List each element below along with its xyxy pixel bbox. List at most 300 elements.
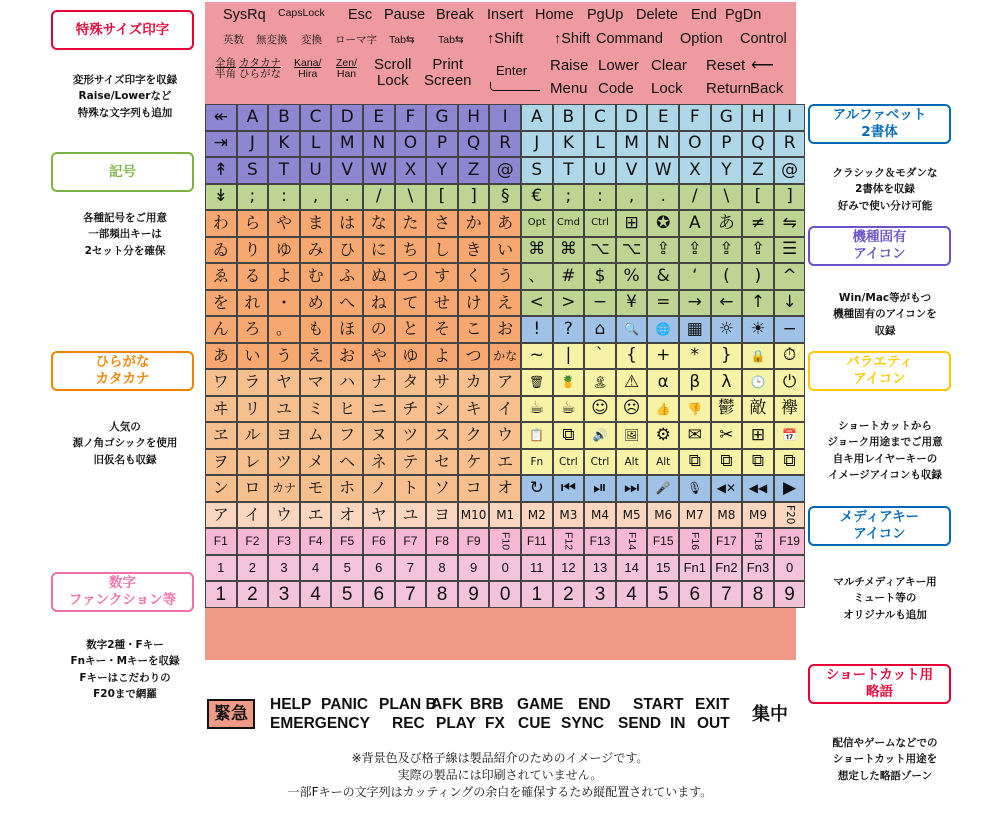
key-r3-c7: [ — [426, 184, 458, 211]
key-r18-c18: 9 — [774, 581, 806, 608]
key-r15-c18: F20 — [774, 502, 806, 529]
key-r7-c15: → — [679, 290, 711, 317]
key-r2-c12: U — [584, 157, 616, 184]
abbr-top-0: HELP — [270, 696, 312, 713]
label-right-1-desc-0: Win/Mac等がもつ — [838, 292, 932, 304]
key-r14-c7: ソ — [426, 475, 458, 502]
key-r7-c0: を — [205, 290, 237, 317]
label-right-3-desc — [795, 574, 975, 623]
key-r11-c5: ニ — [363, 396, 395, 423]
key-r2-c8: Z — [458, 157, 490, 184]
key-r18-c1: 2 — [237, 581, 269, 608]
key-r13-c14: Alt — [647, 449, 679, 476]
key-r7-c16: ← — [711, 290, 743, 317]
key-r14-c15: 🎙 — [679, 475, 711, 502]
key-r9-c18: ⏱ — [774, 343, 806, 370]
key-r13-c18: ⧉ — [774, 449, 806, 476]
key-r18-c8: 9 — [458, 581, 490, 608]
label-right-0-desc-2: 好みで使い分け可能 — [837, 199, 933, 212]
top-key-r3-4-line1: Lock — [376, 72, 409, 90]
key-r14-c2: カナ — [268, 475, 300, 502]
key-r3-c0: ↡ — [205, 184, 237, 211]
key-r11-c14: 👍 — [647, 396, 679, 423]
label-right-4 — [808, 664, 951, 704]
key-r1-c0: ⇥ — [205, 131, 237, 158]
label-left-0 — [51, 10, 194, 50]
key-r3-c9: § — [489, 184, 521, 211]
key-r5-c5: に — [363, 237, 395, 264]
key-r1-c1: J — [237, 131, 269, 158]
label-left-0-desc-1: Raise/Lowerなど — [78, 90, 172, 103]
top-key-r1-2: Esc — [348, 7, 373, 23]
key-r8-c14: 🌐 — [647, 316, 679, 343]
key-r2-c18: @ — [774, 157, 806, 184]
enter-key: Enter — [496, 63, 528, 78]
key-r17-c5: 6 — [363, 555, 395, 582]
key-r0-c17: H — [742, 104, 774, 131]
key-r15-c11: M3 — [553, 502, 585, 529]
key-r17-c9: 0 — [489, 555, 521, 582]
key-r8-c10: ! — [521, 316, 553, 343]
key-r7-c14: = — [647, 290, 679, 317]
top-right-key-2-a: Clear — [651, 57, 687, 74]
key-r18-c2: 3 — [268, 581, 300, 608]
key-r11-c3: ミ — [300, 396, 332, 423]
key-r6-c2: よ — [268, 263, 300, 290]
key-r4-c0: わ — [205, 210, 237, 237]
top-key-r2-2: 変換 — [301, 34, 322, 46]
key-r16-c5: F6 — [363, 528, 395, 555]
key-r17-c17: Fn3 — [742, 555, 774, 582]
footnote — [200, 750, 800, 800]
key-r17-c10: 11 — [521, 555, 553, 582]
key-r2-c15: X — [679, 157, 711, 184]
abbr-bottom-1: REC — [392, 715, 425, 732]
key-r6-c4: ふ — [331, 263, 363, 290]
label-left-0-desc-2: 特殊な文字列も追加 — [77, 106, 173, 119]
key-r0-c1: A — [237, 104, 269, 131]
key-r10-c0: ワ — [205, 369, 237, 396]
key-r10-c14: α — [647, 369, 679, 396]
top-key-r1-1: CapsLock — [278, 7, 325, 19]
key-r14-c4: ホ — [331, 475, 363, 502]
key-r4-c3: ま — [300, 210, 332, 237]
key-r8-c4: ほ — [331, 316, 363, 343]
key-r13-c10: Fn — [521, 449, 553, 476]
key-r16-c4: F5 — [331, 528, 363, 555]
key-r12-c5: ヌ — [363, 422, 395, 449]
key-r17-c13: 14 — [616, 555, 648, 582]
label-left-1-desc-2: 2セット分を確保 — [84, 244, 166, 257]
key-r15-c9: M1 — [489, 502, 521, 529]
key-r7-c9: え — [489, 290, 521, 317]
top-right-key-2-b: Lock — [651, 80, 683, 97]
label-right-2-title-0: バラエティ — [846, 354, 913, 371]
key-r18-c16: 7 — [711, 581, 743, 608]
label-right-0-desc-1: 2書体を収録 — [855, 183, 915, 196]
label-left-1-desc-0: 各種記号をご用意 — [83, 212, 167, 224]
label-left-3-title-1: ファンクション等 — [68, 592, 177, 608]
label-right-2-title-1: アイコン — [853, 371, 906, 387]
label-right-1-desc-1: 機種固有のアイコンを — [833, 308, 937, 321]
key-r3-c18: ] — [774, 184, 806, 211]
key-r2-c10: S — [521, 157, 553, 184]
key-r14-c10: ↻ — [521, 475, 553, 502]
key-r1-c10: J — [521, 131, 553, 158]
label-left-1-title-0: 記号 — [109, 163, 136, 180]
key-r1-c13: M — [616, 131, 648, 158]
key-r2-c17: Z — [742, 157, 774, 184]
key-r2-c1: S — [237, 157, 269, 184]
key-r4-c16: あ — [711, 210, 743, 237]
top-key-r3-5-line0: Print — [432, 56, 464, 73]
abbr-top-3: AFK — [431, 696, 463, 713]
key-r16-c11: F12 — [553, 528, 585, 555]
key-r16-c9: F10 — [489, 528, 521, 555]
label-right-3-desc-1: ミュート等の — [853, 592, 917, 605]
abbr-top-4: BRB — [470, 696, 504, 713]
key-r10-c1: ラ — [237, 369, 269, 396]
key-r6-c13: % — [616, 263, 648, 290]
key-r6-c18: ^ — [774, 263, 806, 290]
key-r4-c15: A — [679, 210, 711, 237]
key-r0-c4: D — [331, 104, 363, 131]
key-r8-c0: ん — [205, 316, 237, 343]
key-r12-c10: 📋 — [521, 422, 553, 449]
key-r16-c2: F3 — [268, 528, 300, 555]
key-r2-c6: X — [395, 157, 427, 184]
key-r13-c16: ⧉ — [711, 449, 743, 476]
key-r3-c11: ; — [553, 184, 585, 211]
key-r8-c8: こ — [458, 316, 490, 343]
key-r5-c12: ⌥ — [584, 237, 616, 264]
key-r3-c6: \ — [395, 184, 427, 211]
key-r1-c14: N — [647, 131, 679, 158]
key-r8-c9: お — [489, 316, 521, 343]
key-r8-c6: と — [395, 316, 427, 343]
label-left-0-title-0: 特殊サイズ印字 — [75, 21, 170, 38]
key-r0-c6: F — [395, 104, 427, 131]
top-right-key-3-b: Return — [706, 80, 752, 97]
label-left-2-title-1: カタカナ — [95, 371, 150, 387]
key-r12-c3: ム — [300, 422, 332, 449]
label-left-3 — [51, 572, 194, 612]
key-r3-c15: / — [679, 184, 711, 211]
abbr-bottom-0: EMERGENCY — [270, 715, 370, 732]
key-r12-c12: 🔊 — [584, 422, 616, 449]
key-r1-c17: Q — [742, 131, 774, 158]
abbr-top-1: PANIC — [321, 696, 369, 713]
key-r4-c5: な — [363, 210, 395, 237]
top-key-r2-3: ローマ字 — [335, 34, 377, 46]
key-r12-c7: ス — [426, 422, 458, 449]
key-r2-c4: V — [331, 157, 363, 184]
key-r7-c6: て — [395, 290, 427, 317]
key-r6-c6: つ — [395, 263, 427, 290]
key-r8-c3: も — [300, 316, 332, 343]
key-r15-c5: ヤ — [363, 502, 395, 529]
top-key-r1-6: Home — [535, 7, 574, 23]
key-r4-c9: あ — [489, 210, 521, 237]
key-r11-c6: チ — [395, 396, 427, 423]
key-r5-c17: ⇪ — [742, 237, 774, 264]
key-r17-c12: 13 — [584, 555, 616, 582]
key-r13-c11: Ctrl — [553, 449, 585, 476]
key-r14-c3: モ — [300, 475, 332, 502]
key-r1-c2: K — [268, 131, 300, 158]
key-r18-c9: 0 — [489, 581, 521, 608]
key-r12-c4: フ — [331, 422, 363, 449]
key-r14-c1: ロ — [237, 475, 269, 502]
key-r16-c7: F8 — [426, 528, 458, 555]
abbr-bottom-7: IN — [670, 715, 686, 732]
key-r3-c12: : — [584, 184, 616, 211]
top-key-r2-1: 無変換 — [256, 34, 288, 46]
abbr-top-7: START — [633, 696, 684, 713]
key-r2-c2: T — [268, 157, 300, 184]
key-r1-c12: L — [584, 131, 616, 158]
key-r11-c18: 襷 — [774, 396, 806, 423]
top-arrow: ⟵ — [751, 57, 774, 74]
key-r17-c0: 1 — [205, 555, 237, 582]
key-r9-c8: つ — [458, 343, 490, 370]
key-r9-c17: 🔒 — [742, 343, 774, 370]
key-r11-c0: ヰ — [205, 396, 237, 423]
key-r8-c13: 🔍 — [616, 316, 648, 343]
key-r12-c8: ク — [458, 422, 490, 449]
label-right-3-desc-0: マルチメディアキー用 — [833, 576, 937, 588]
key-r15-c16: M8 — [711, 502, 743, 529]
key-r11-c8: キ — [458, 396, 490, 423]
key-r17-c4: 5 — [331, 555, 363, 582]
top-key-r3-3-line1: Han — [336, 68, 357, 81]
key-r5-c9: い — [489, 237, 521, 264]
key-r8-c7: そ — [426, 316, 458, 343]
label-right-4-desc — [795, 735, 975, 784]
key-r8-c18: − — [774, 316, 806, 343]
key-r14-c18: ▶ — [774, 475, 806, 502]
label-right-4-desc-1: ショートカット用途を — [832, 753, 938, 766]
key-r1-c11: K — [553, 131, 585, 158]
top-key-r3-4-line0: Scroll — [374, 56, 412, 73]
key-r15-c10: M2 — [521, 502, 553, 529]
key-r9-c0: あ — [205, 343, 237, 370]
top-key-r2-9: Option — [680, 31, 723, 47]
key-r0-c14: E — [647, 104, 679, 131]
key-r10-c9: ア — [489, 369, 521, 396]
key-r6-c5: ぬ — [363, 263, 395, 290]
key-r8-c17: ☀ — [742, 316, 774, 343]
key-r16-c17: F18 — [742, 528, 774, 555]
key-r18-c10: 1 — [521, 581, 553, 608]
key-r14-c0: ン — [205, 475, 237, 502]
key-r3-c1: ; — [237, 184, 269, 211]
abbr-bottom-8: OUT — [697, 715, 730, 732]
key-r17-c6: 7 — [395, 555, 427, 582]
key-r7-c1: れ — [237, 290, 269, 317]
abbr-bottom-5: SYNC — [561, 715, 605, 732]
key-r5-c16: ⇪ — [711, 237, 743, 264]
key-r10-c18: ⏻ — [774, 369, 806, 396]
key-r6-c14: & — [647, 263, 679, 290]
key-r6-c16: ( — [711, 263, 743, 290]
key-r17-c1: 2 — [237, 555, 269, 582]
key-r18-c5: 6 — [363, 581, 395, 608]
key-r6-c3: む — [300, 263, 332, 290]
key-r4-c18: ⇋ — [774, 210, 806, 237]
key-r10-c13: ⚠ — [616, 369, 648, 396]
key-r11-c17: 敵 — [742, 396, 774, 423]
key-r5-c1: り — [237, 237, 269, 264]
key-r7-c12: − — [584, 290, 616, 317]
key-r11-c13: ☹ — [616, 396, 648, 423]
label-right-1-title-0: 機種固有 — [852, 229, 907, 246]
key-r17-c7: 8 — [426, 555, 458, 582]
key-r7-c5: ね — [363, 290, 395, 317]
key-r18-c17: 8 — [742, 581, 774, 608]
key-r2-c7: Y — [426, 157, 458, 184]
key-r16-c15: F16 — [679, 528, 711, 555]
key-r1-c9: R — [489, 131, 521, 158]
key-r16-c1: F2 — [237, 528, 269, 555]
key-r4-c6: た — [395, 210, 427, 237]
key-r13-c1: レ — [237, 449, 269, 476]
top-key-r1-5: Insert — [487, 7, 524, 23]
top-key-r1-9: End — [691, 7, 717, 23]
top-key-r3-3-line0: Zen/ — [336, 57, 358, 69]
key-r12-c1: ル — [237, 422, 269, 449]
key-r12-c0: ヱ — [205, 422, 237, 449]
key-r14-c9: オ — [489, 475, 521, 502]
key-r0-c18: I — [774, 104, 806, 131]
enter-arrow — [490, 82, 540, 91]
key-r10-c11: 🍍 — [553, 369, 585, 396]
top-key-r1-3: Pause — [384, 7, 426, 23]
label-left-1 — [51, 152, 194, 192]
top-key-r3-5 — [424, 57, 472, 89]
key-r15-c14: M6 — [647, 502, 679, 529]
key-r11-c10: ☕ — [521, 396, 553, 423]
footnote-line-1: 実際の製品には印刷されていません。 — [397, 767, 603, 782]
label-right-4-title-1: 略語 — [866, 684, 893, 700]
top-key-r3-3 — [336, 58, 357, 81]
key-r0-c12: C — [584, 104, 616, 131]
key-r12-c18: 📅 — [774, 422, 806, 449]
key-r18-c11: 2 — [553, 581, 585, 608]
label-left-2-desc-2: 旧仮名も収録 — [93, 453, 157, 466]
abbr-top-2: PLAN B — [379, 696, 437, 713]
key-r15-c6: ユ — [395, 502, 427, 529]
key-r18-c6: 7 — [395, 581, 427, 608]
key-r16-c16: F17 — [711, 528, 743, 555]
key-r7-c17: ↑ — [742, 290, 774, 317]
label-right-0 — [808, 104, 951, 144]
key-r1-c8: Q — [458, 131, 490, 158]
key-r9-c7: よ — [426, 343, 458, 370]
top-key-r1-4: Break — [436, 7, 474, 23]
key-r9-c9: かな — [489, 343, 521, 370]
top-key-r3-5-line1: Screen — [424, 72, 472, 90]
label-left-0-desc — [40, 72, 210, 121]
key-r12-c15: ✉ — [679, 422, 711, 449]
key-r5-c2: ゆ — [268, 237, 300, 264]
key-r17-c16: Fn2 — [711, 555, 743, 582]
top-key-r2-7: ↑Shift — [554, 31, 591, 47]
key-r0-c13: D — [616, 104, 648, 131]
top-key-r2-5: Tab⇆ — [438, 34, 464, 46]
key-r0-c7: G — [426, 104, 458, 131]
key-r7-c8: け — [458, 290, 490, 317]
key-r0-c15: F — [679, 104, 711, 131]
key-r9-c1: い — [237, 343, 269, 370]
key-r9-c16: } — [711, 343, 743, 370]
key-r10-c17: 🕒 — [742, 369, 774, 396]
label-left-1-desc-1: 一部頻出キーは — [88, 228, 162, 241]
footnote-line-0: ※背景色及び格子線は製品紹介のためのイメージです。 — [351, 751, 649, 765]
key-r0-c16: G — [711, 104, 743, 131]
key-r15-c17: M9 — [742, 502, 774, 529]
key-r16-c3: F4 — [300, 528, 332, 555]
key-r4-c11: Cmd — [553, 210, 585, 237]
special-right-label: 集中 — [752, 704, 788, 724]
key-r15-c8: M10 — [458, 502, 490, 529]
label-right-3-title-0: メディアキー — [839, 509, 920, 526]
key-r11-c11: ☕ — [553, 396, 585, 423]
key-r5-c7: し — [426, 237, 458, 264]
key-r14-c8: コ — [458, 475, 490, 502]
key-r14-c16: ◀✕ — [711, 475, 743, 502]
key-r11-c15: 👎 — [679, 396, 711, 423]
key-r0-c9: I — [489, 104, 521, 131]
key-r17-c8: 9 — [458, 555, 490, 582]
key-r14-c5: ノ — [363, 475, 395, 502]
key-r2-c3: U — [300, 157, 332, 184]
top-key-r1-10: PgDn — [725, 7, 762, 23]
top-key-r2-10: Control — [740, 31, 787, 47]
key-r9-c6: ゆ — [395, 343, 427, 370]
key-r6-c7: す — [426, 263, 458, 290]
key-r14-c14: 🎤 — [647, 475, 679, 502]
key-r1-c16: P — [711, 131, 743, 158]
top-key-r3-1 — [239, 58, 281, 81]
key-r12-c14: ⚙ — [647, 422, 679, 449]
abbr-bottom-4: CUE — [518, 715, 551, 732]
key-r15-c2: ウ — [268, 502, 300, 529]
key-r10-c3: マ — [300, 369, 332, 396]
label-left-3-desc-0: 数字2種・Fキー — [86, 639, 164, 651]
label-left-2-title-0: ひらがな — [95, 354, 150, 371]
footnote-line-2: 一部Fキーの文字列はカッティングの余白を確保するため縦配置されています。 — [287, 784, 713, 799]
key-r4-c12: Ctrl — [584, 210, 616, 237]
key-r13-c15: ⧉ — [679, 449, 711, 476]
key-r4-c2: や — [268, 210, 300, 237]
top-key-r3-0-line1: 半角 — [215, 68, 236, 81]
top-key-r3-4 — [374, 57, 412, 89]
label-right-0-desc — [795, 165, 975, 214]
key-r8-c11: ? — [553, 316, 585, 343]
key-r18-c0: 1 — [205, 581, 237, 608]
key-r2-c9: @ — [489, 157, 521, 184]
top-key-r3-1-line1: ひらがな — [239, 68, 281, 81]
key-r4-c10: Opt — [521, 210, 553, 237]
key-r15-c13: M5 — [616, 502, 648, 529]
label-right-1-desc — [795, 290, 975, 339]
key-r11-c2: ユ — [268, 396, 300, 423]
key-r13-c2: ツ — [268, 449, 300, 476]
key-r1-c18: R — [774, 131, 806, 158]
key-r18-c15: 6 — [679, 581, 711, 608]
key-r1-c6: O — [395, 131, 427, 158]
